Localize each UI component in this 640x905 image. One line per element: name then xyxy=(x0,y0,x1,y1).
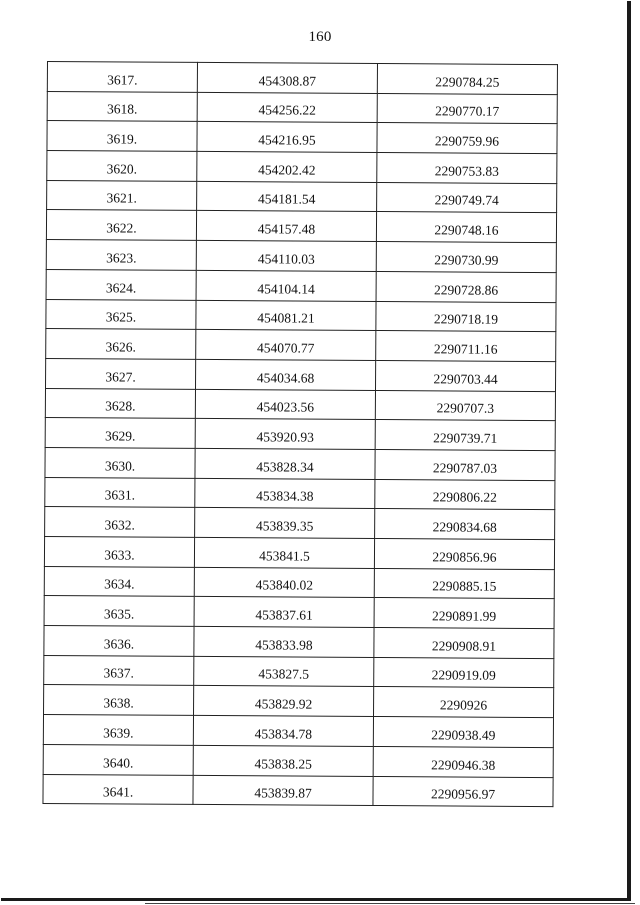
y-coordinate-cell: 2290919.09 xyxy=(374,657,554,688)
table-row xyxy=(44,566,554,599)
coordinates-table xyxy=(42,61,558,807)
point-number-cell: 3641. xyxy=(43,774,193,805)
point-number-cell: 3623. xyxy=(46,240,196,271)
point-number-cell: 3634. xyxy=(44,566,194,597)
y-coordinate-cell: 2290956.97 xyxy=(373,776,553,807)
point-number-cell: 3637. xyxy=(44,655,194,686)
x-coordinate-cell: 453829.92 xyxy=(194,686,374,717)
y-coordinate-cell: 2290891.99 xyxy=(374,598,554,629)
point-number-cell: 3621. xyxy=(47,180,197,211)
table-row xyxy=(46,210,556,243)
table-body xyxy=(43,62,558,807)
point-number-cell: 3625. xyxy=(46,299,196,330)
x-coordinate-cell: 454157.48 xyxy=(196,211,376,242)
x-coordinate-cell: 454256.22 xyxy=(197,92,377,123)
x-coordinate-cell: 453840.02 xyxy=(194,567,374,598)
table-row xyxy=(43,774,553,807)
table-row xyxy=(47,91,557,124)
y-coordinate-cell: 2290885.15 xyxy=(374,568,554,599)
point-number-cell: 3638. xyxy=(44,685,194,716)
table-row xyxy=(44,536,554,569)
point-number-cell: 3627. xyxy=(46,358,196,389)
point-number-cell: 3640. xyxy=(43,744,193,775)
point-number-cell: 3629. xyxy=(45,418,195,449)
table-row xyxy=(44,626,554,659)
y-coordinate-cell: 2290748.16 xyxy=(376,212,556,243)
x-coordinate-cell: 453839.87 xyxy=(193,775,373,806)
y-coordinate-cell: 2290938.49 xyxy=(373,717,553,748)
y-coordinate-cell: 2290711.16 xyxy=(376,331,556,362)
table-row xyxy=(46,240,556,273)
y-coordinate-cell: 2290753.83 xyxy=(377,153,557,184)
y-coordinate-cell: 2290749.74 xyxy=(377,182,557,213)
x-coordinate-cell: 454216.95 xyxy=(197,122,377,153)
point-number-cell: 3635. xyxy=(44,596,194,627)
table-row xyxy=(47,121,557,154)
point-number-cell: 3628. xyxy=(45,388,195,419)
y-coordinate-cell: 2290707.3 xyxy=(375,390,555,421)
x-coordinate-cell: 454181.54 xyxy=(197,181,377,212)
x-coordinate-cell: 453841.5 xyxy=(194,537,374,568)
point-number-cell: 3636. xyxy=(44,626,194,657)
x-coordinate-cell: 453839.35 xyxy=(195,508,375,539)
table-row xyxy=(46,299,556,332)
x-coordinate-cell: 453827.5 xyxy=(194,656,374,687)
point-number-cell: 3624. xyxy=(46,269,196,300)
table-row xyxy=(46,329,556,362)
y-coordinate-cell: 2290739.71 xyxy=(375,420,555,451)
y-coordinate-cell: 2290718.19 xyxy=(376,301,556,332)
y-coordinate-cell: 2290926 xyxy=(374,687,554,718)
y-coordinate-cell: 2290759.96 xyxy=(377,123,557,154)
table-row xyxy=(44,685,554,718)
x-coordinate-cell: 453834.38 xyxy=(195,478,375,509)
point-number-cell: 3632. xyxy=(45,507,195,538)
x-coordinate-cell: 453838.25 xyxy=(193,745,373,776)
table-row xyxy=(47,62,557,95)
table-row xyxy=(45,507,555,540)
x-coordinate-cell: 454034.68 xyxy=(195,359,375,390)
coordinates-table-wrapper xyxy=(42,61,557,807)
table-row xyxy=(45,447,555,480)
x-coordinate-cell: 454023.56 xyxy=(195,389,375,420)
table-row xyxy=(46,358,556,391)
x-coordinate-cell: 453828.34 xyxy=(195,448,375,479)
y-coordinate-cell: 2290784.25 xyxy=(377,64,557,95)
point-number-cell: 3619. xyxy=(47,121,197,152)
y-coordinate-cell: 2290730.99 xyxy=(376,242,556,273)
point-number-cell: 3630. xyxy=(45,447,195,478)
table-row xyxy=(47,180,557,213)
page-number: 160 xyxy=(308,29,332,45)
table-row xyxy=(47,151,557,184)
table-row xyxy=(45,388,555,421)
point-number-cell: 3639. xyxy=(43,715,193,746)
x-coordinate-cell: 454104.14 xyxy=(196,270,376,301)
y-coordinate-cell: 2290908.91 xyxy=(374,628,554,659)
point-number-cell: 3617. xyxy=(47,62,197,93)
y-coordinate-cell: 2290946.38 xyxy=(373,746,553,777)
x-coordinate-cell: 453920.93 xyxy=(195,419,375,450)
x-coordinate-cell: 454081.21 xyxy=(196,300,376,331)
table-row xyxy=(45,418,555,451)
table-row xyxy=(45,477,555,510)
x-coordinate-cell: 453833.98 xyxy=(194,626,374,657)
x-coordinate-cell: 453837.61 xyxy=(194,597,374,628)
x-coordinate-cell: 453834.78 xyxy=(193,716,373,747)
table-row xyxy=(43,715,553,748)
bottom-scan-line xyxy=(145,903,635,904)
y-coordinate-cell: 2290834.68 xyxy=(375,509,555,540)
y-coordinate-cell: 2290856.96 xyxy=(374,539,554,570)
point-number-cell: 3631. xyxy=(45,477,195,508)
point-number-cell: 3633. xyxy=(44,536,194,567)
point-number-cell: 3620. xyxy=(47,151,197,182)
point-number-cell: 3622. xyxy=(46,210,196,241)
y-coordinate-cell: 2290787.03 xyxy=(375,449,555,480)
table-row xyxy=(44,596,554,629)
point-number-cell: 3618. xyxy=(47,91,197,122)
y-coordinate-cell: 2290806.22 xyxy=(375,479,555,510)
x-coordinate-cell: 454070.77 xyxy=(196,330,376,361)
table-row xyxy=(44,655,554,688)
table-row xyxy=(46,269,556,302)
y-coordinate-cell: 2290703.44 xyxy=(375,360,555,391)
x-coordinate-cell: 454308.87 xyxy=(197,62,377,93)
y-coordinate-cell: 2290728.86 xyxy=(376,271,556,302)
point-number-cell: 3626. xyxy=(46,329,196,360)
table-row xyxy=(43,744,553,777)
x-coordinate-cell: 454110.03 xyxy=(196,241,376,272)
x-coordinate-cell: 454202.42 xyxy=(197,151,377,182)
y-coordinate-cell: 2290770.17 xyxy=(377,93,557,124)
